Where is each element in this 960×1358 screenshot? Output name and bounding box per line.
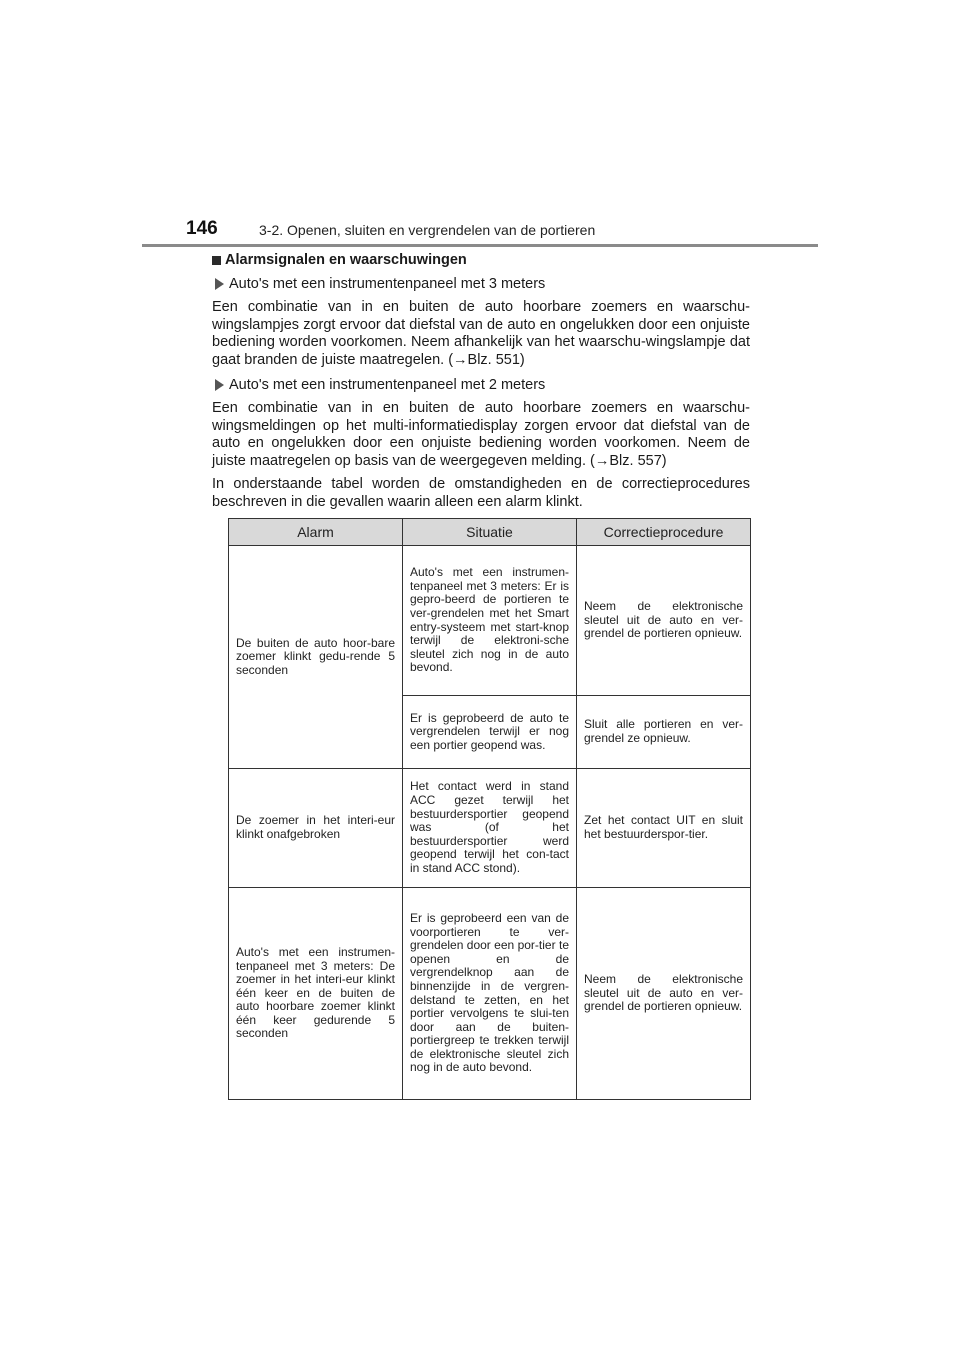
column-header-alarm: Alarm [229, 519, 403, 546]
correctie-cell: Zet het contact UIT en sluit het bestuurderspor-tier. [577, 769, 751, 888]
situatie-cell: Auto's met een instrumen-tenpaneel met 3 meters: Er is gepro-beerd de portieren te ver-grendelen met het Smart entry-systeem met start-knop terwijl de elektroni-sche sleutel zich nog in de auto bevond. [403, 546, 577, 696]
alarm-table [228, 518, 751, 1100]
square-bullet-icon [212, 256, 221, 265]
main-content [212, 252, 750, 517]
paragraph: Een combinatie van in en buiten de auto hoorbare zoemers en waarschu-wingslampjes zorgt ervoor dat diefstal van de auto en ongelukken door een onjuiste bediening worden voorkomen. Neem afhankelijk van het waarschu-wingslampje dat gaat branden de juiste maatregelen. (→Blz. 551) [212, 299, 750, 368]
section-heading [212, 252, 750, 268]
column-header-situatie: Situatie [403, 519, 577, 546]
subheading-text: Auto's met een instrumentenpaneel met 3 meters [229, 276, 546, 292]
situatie-cell: Het contact werd in stand ACC gezet terwijl het bestuurdersportier geopend was (of het bestuurdersportier werd geopend terwijl het con-tact in stand ACC stond). [403, 769, 577, 888]
situatie-cell: Er is geprobeerd een van de voorportieren te ver-grendelen door een por-tier te openen en de vergrendelknop aan de binnenzijde in de vergren-delstand te zetten, en het portier vervolgens te slui-ten door aan de buiten-portiergreep te trekken terwijl de elektronische sleutel zich nog in de auto bevond. [403, 888, 577, 1100]
heading-text: Alarmsignalen en waarschuwingen [225, 252, 467, 268]
column-header-correctieprocedure: Correctieprocedure [577, 519, 751, 546]
alarm-cell: De buiten de auto hoor-bare zoemer klinkt gedu-rende 5 seconden [229, 546, 403, 769]
situatie-cell: Er is geprobeerd de auto te vergrendelen terwijl er nog een portier geopend was. [403, 696, 577, 769]
alarm-table-container [228, 518, 750, 1100]
alarm-cell: Auto's met een instrumen-tenpaneel met 3 meters: De zoemer in het interi-eur klinkt één keer en de buiten de auto hoorbare zoemer klinkt één keer gedurende 5 seconden [229, 888, 403, 1100]
subheading-2-meters [212, 377, 750, 393]
paragraph: In onderstaande tabel worden de omstandigheden en de correctieprocedures beschreven in die gevallen waarin alleen een alarm klinkt. [212, 476, 750, 510]
table-row [229, 888, 751, 1100]
header-rule [142, 244, 818, 247]
paragraph: Een combinatie van in en buiten de auto hoorbare zoemers en waarschu-wingsmeldingen op het multi-informatiedisplay zorgen ervoor dat diefstal van de auto en ongelukken door een onjuiste bediening worden voorkomen. Neem de juiste maatregelen op basis van de weergegeven melding. (→Blz. 557) [212, 400, 750, 469]
correctie-cell: Neem de elektronische sleutel uit de auto en ver-grendel de portieren opnieuw. [577, 888, 751, 1100]
correctie-cell: Sluit alle portieren en ver-grendel ze opnieuw. [577, 696, 751, 769]
subheading-text: Auto's met een instrumentenpaneel met 2 meters [229, 377, 546, 393]
table-row [229, 546, 751, 696]
subheading-3-meters [212, 276, 750, 292]
section-title: 3-2. Openen, sluiten en vergrendelen van de portieren [259, 222, 596, 238]
page-number: 146 [186, 218, 218, 239]
triangle-bullet-icon [215, 379, 224, 391]
table-row [229, 769, 751, 888]
correctie-cell: Neem de elektronische sleutel uit de auto en ver-grendel de portieren opnieuw. [577, 546, 751, 696]
triangle-bullet-icon [215, 278, 224, 290]
alarm-cell: De zoemer in het interi-eur klinkt onafgebroken [229, 769, 403, 888]
table-header-row [229, 519, 751, 546]
